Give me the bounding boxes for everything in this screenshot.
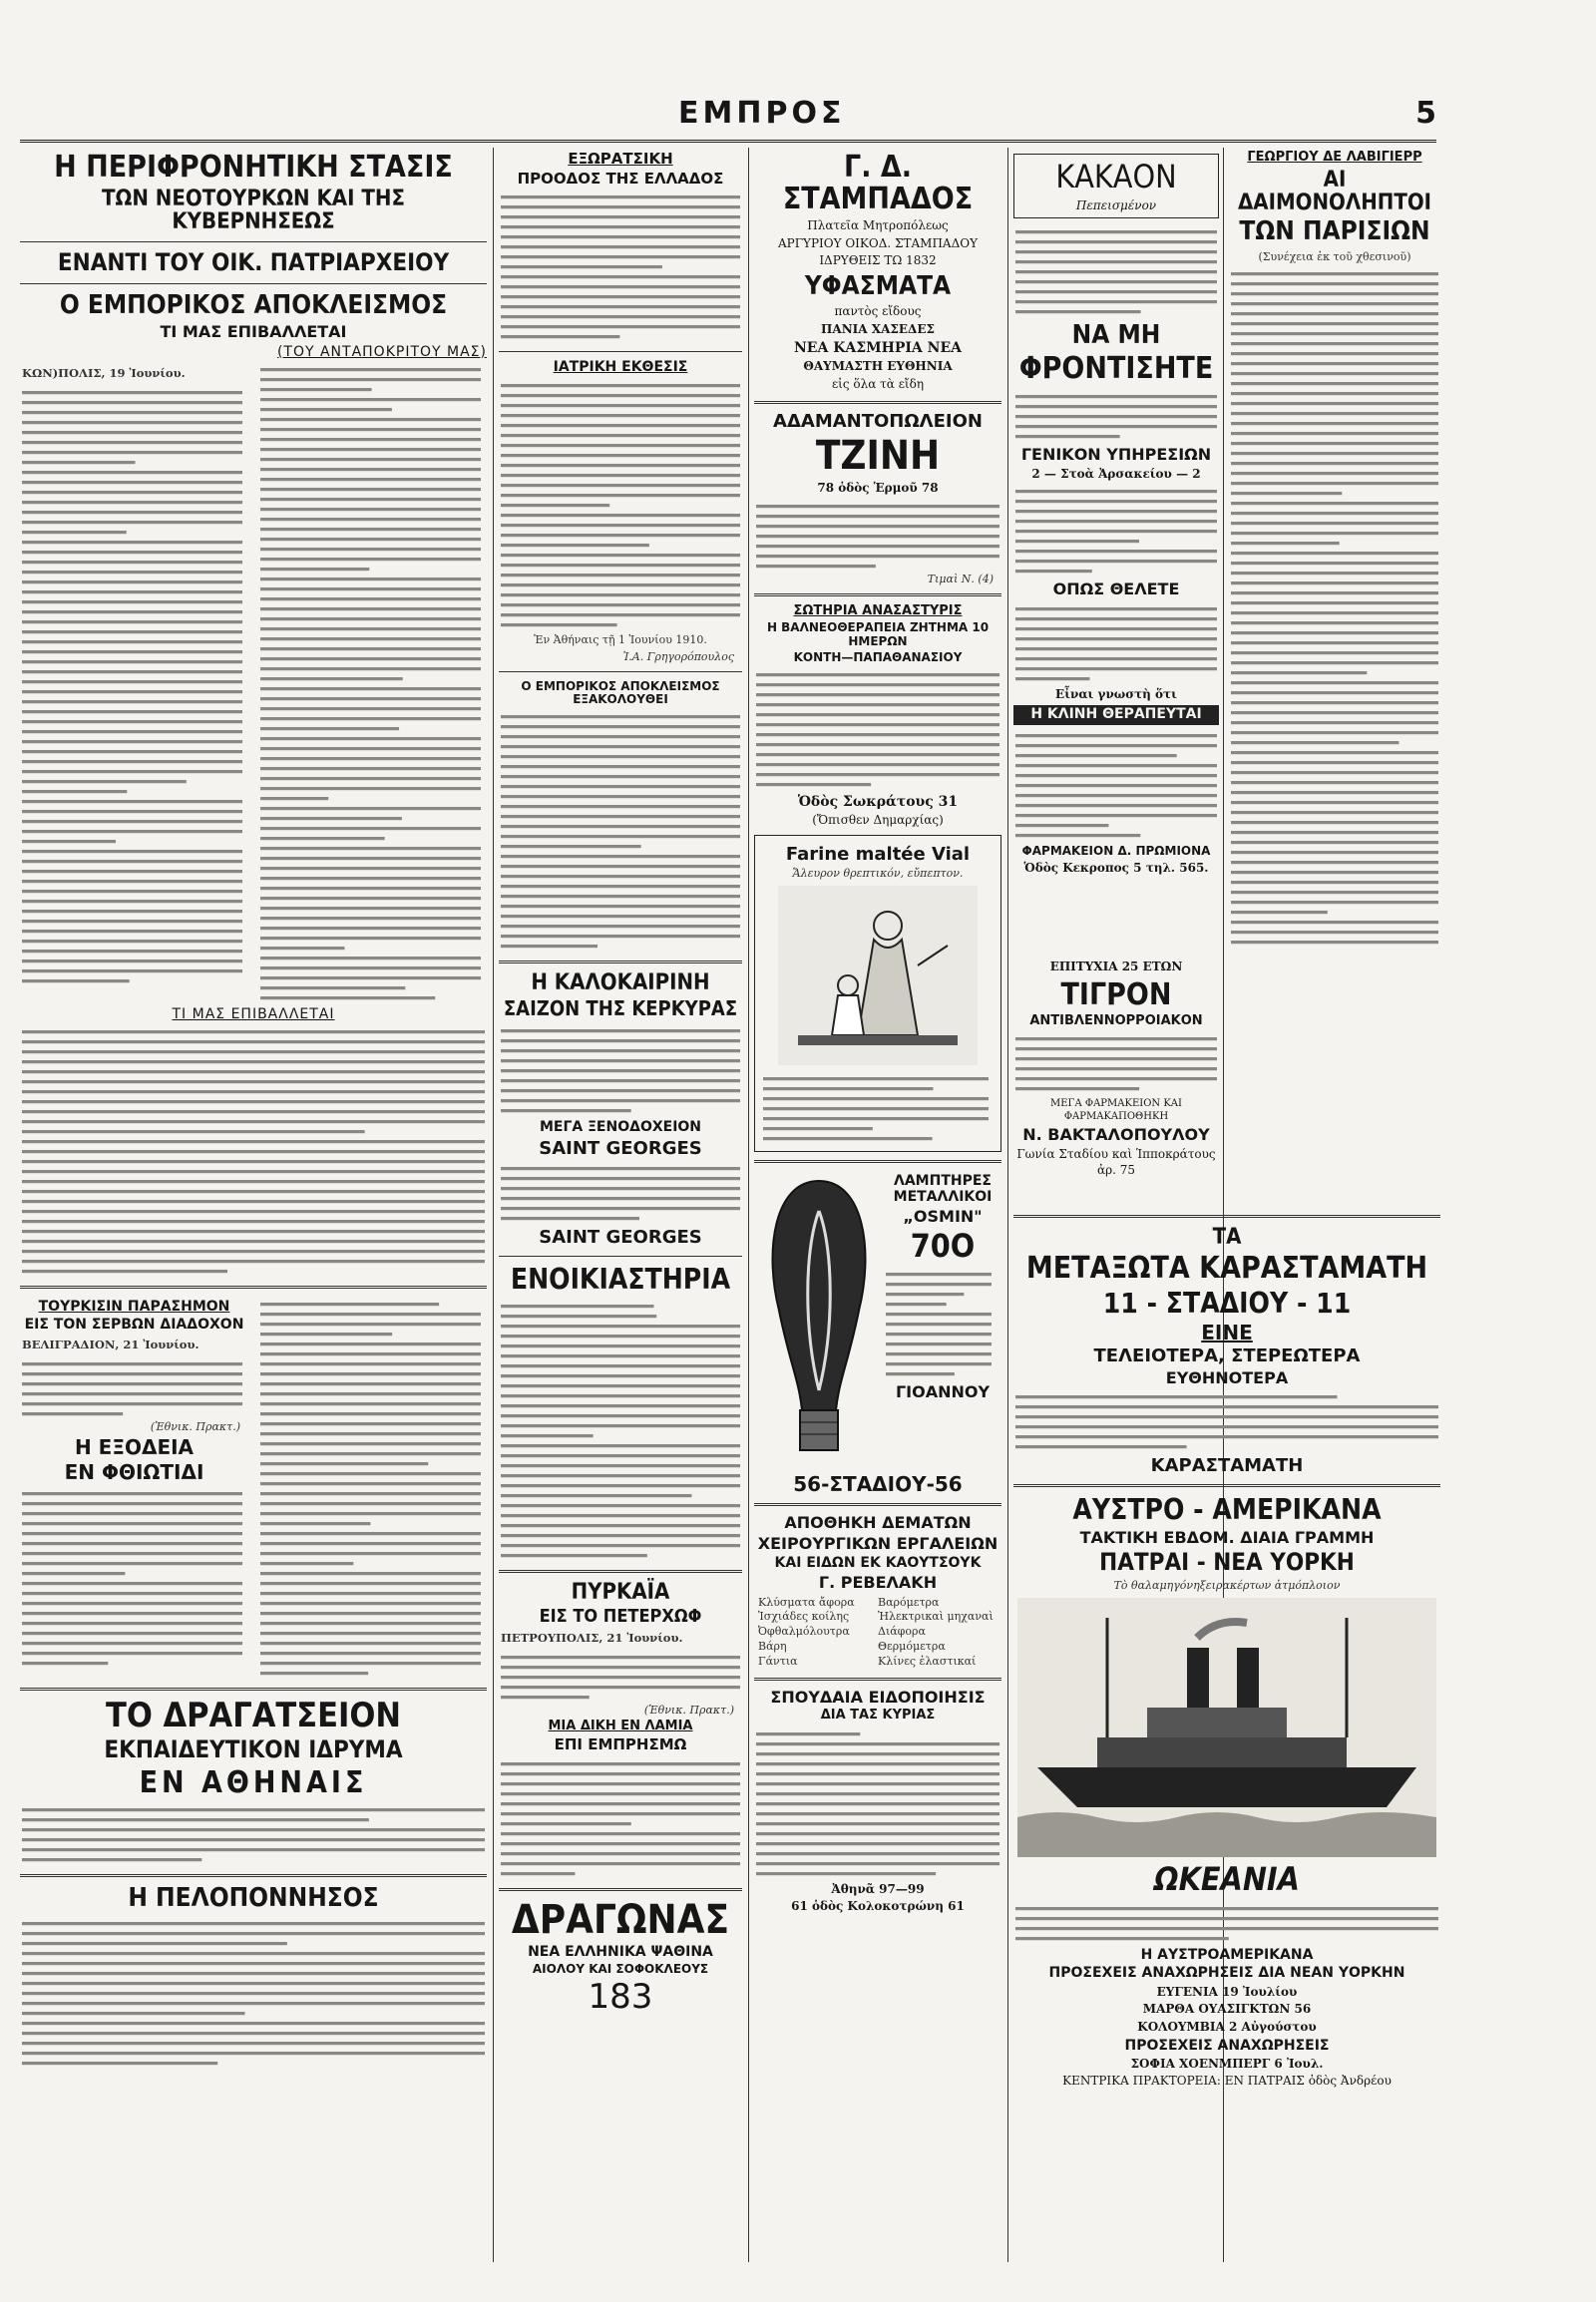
farine-headline: Farine maltée Vial [785,843,971,865]
fire-headline-1: ΠΥΡΚΑΪΑ [571,1579,670,1605]
warehouse-headline-1: ΑΠΟΘΗΚΗ ΔΕΜΑΤΩΝ [784,1513,972,1533]
soteria-headline-1: ΣΩΤΗΡΙΑ ΑΝΑΣΑΣΤΥΡΙΣ [793,603,963,619]
silk-headline-3: 11 - ΣΤΑΔΙΟΥ - 11 [1102,1286,1352,1320]
article-text-block [499,1161,742,1221]
soteria-address: Ὁδὸς Σωκράτους 31 [797,793,959,810]
kakao-sub: Πεπεισμένον [1075,197,1157,212]
exod-headline-1: Η ΕΞΟΔΕΙΑ [74,1435,195,1460]
stampados-line: εἰς ὅλα τὰ εἴδη [831,377,925,392]
diamond-headline: ΑΔΑΜΑΝΤΟΠΩΛΕΙΟΝ [773,410,983,432]
austro-line: ΠΡΟΣΕΧΕΙΣ ΑΝΑΧΩΡΗΣΕΙΣ [1124,2037,1330,2054]
silk-headline-7: ΚΑΡΑΣΤΑΜΑΤΗ [1150,1455,1304,1477]
tigron-headline-2: ΤΙΓΡΟΝ [1060,976,1172,1012]
article-text-block [1013,601,1219,681]
goods-list [758,1596,998,1670]
article-text-block [1013,1389,1440,1449]
therapy-headline-1: Εἶναι γνωστὴ ὅτι [1055,686,1177,701]
medical-signature: Ἰ.Α. Γρηγορόπουλος [622,649,734,663]
notice-address: Ἀθηνᾶ 97—99 [831,1881,925,1896]
medical-headline: ΙΑΤΡΙΚΗ ΕΚΘΕΣΙΣ [553,359,688,375]
lamp-headline-3: ΓΙΟΑΝΝΟΥ [895,1382,991,1402]
laviguerre-headline: ΓΕΩΡΓΙΟΥ ΔΕ ΛΑΒΙΓΙΕΡΡ [1247,150,1422,165]
lamp-headline-2: „OSMIN" [903,1207,983,1227]
notice-headline-2: ΔΙΑ ΤΑΣ ΚΥΡΙΑΣ [820,1708,936,1724]
possessed-headline-1: ΑΙ ΔΑΙΜΟΝΟΛΗΠΤΟΙ [1237,168,1432,216]
article-text-block [884,1267,994,1376]
stampados-line: ΝΕΑ ΚΑΣΜΗΡΙΑ ΝΕΑ [794,340,962,357]
article-text-block [20,1802,487,1862]
vaktalopoulos-headline-1: ΜΕΓΑ ΦΑΡΜΑΚΕΙΟΝ ΚΑΙ ΦΑΡΜΑΚΑΠΟΘΗΚΗ [1050,1098,1182,1123]
farine-ad [754,835,1001,1153]
services-address: 2 — Στοὰ Ἀρσακείου — 2 [1031,466,1201,481]
column-rule [748,148,749,2262]
warehouse-headline-2: ΧΕΙΡΟΥΡΓΙΚΩΝ ΕΡΓΑΛΕΙΩΝ [757,1534,998,1554]
lamp-address: 56-ΣΤΑΔΙΟΥ-56 [793,1472,963,1497]
goods-item: Ὀφθαλμόλουτρα [758,1625,850,1639]
headline-3: ΕΝΑΝΤΙ ΤΟΥ ΟΙΚ. ΠΑΤΡΙΑΡΧΕΙΟΥ [57,247,450,276]
opos-headline: ΟΠΩΣ ΘΕΛΕΤΕ [1052,579,1180,599]
trial-headline-1: ΜΙΑ ΔΙΚΗ ΕΝ ΛΑΜΙΑ [548,1719,693,1734]
stampados-headline: Γ. Δ. ΣΤΑΜΠΑΔΟΣ [782,150,974,216]
dragonas-sub-1: ΝΕΑ ΕΛΛΗΝΙΚΑ ΨΑΘΙΝΑ [528,1943,713,1960]
trial-headline-2: ΕΠΙ ΕΜΠΡΗΣΜΩ [554,1735,687,1754]
summer-headline-1: Η ΚΑΛΟΚΑΙΡΙΝΗ [531,970,710,996]
article-text-block [20,1916,487,2066]
article-text-block [499,1023,742,1113]
dragonas-headline: ΔΡΑΓΩΝΑΣ [511,1896,730,1943]
article-text-block [754,1726,1001,1876]
kakao-headline: ΚΑΚΑΟΝ [1055,158,1177,195]
stampados-line: ΙΔΡΥΘΕΙΣ ΤΩ 1832 [819,253,937,268]
soteria-address-2: (Ὄπισθεν Δημαρχίας) [812,813,944,828]
dragonas-sub-2: ΑΙΟΛΟΥ ΚΑΙ ΣΟΦΟΚΛΕΟΥΣ [532,1962,709,1977]
column-2 [499,148,742,2262]
goods-item: Κλίνες ἐλαστικαί [878,1655,977,1669]
headline-1: Η ΠΕΡΙΦΡΟΝΗΤΙΚΗ ΣΤΑΣΙΣ [54,150,453,185]
vaktalopoulos-address: Γωνία Σταδίου καὶ Ἱπποκράτους ἀρ. 75 [1016,1146,1216,1177]
dragatseion-headline-2: ΕΚΠΑΙΔΕΥΤΙΚΟΝ ΙΔΡΥΜΑ [104,1735,403,1764]
austro-line: ΠΡΟΣΕΧΕΙΣ ΑΝΑΧΩΡΗΣΕΙΣ ΔΙΑ ΝΕΑΝ ΥΟΡΚΗΝ [1048,1965,1405,1982]
steamship-illustration [1017,1598,1436,1857]
serb-headline-2: ΕΙΣ ΤΟΝ ΣΕΡΒΩΝ ΔΙΑΔΟΧΟΝ [24,1317,244,1334]
tigron-headline-1: ΕΠΙΤΥΧΙΑ 25 ΕΤΩΝ [1049,959,1183,973]
dragatseion-headline-3: ΕΝ ΑΘΗΝΑΙΣ [139,1764,368,1800]
silk-headline-5: ΤΕΛΕΙΟΤΕΡΑ, ΣΤΕΡΕΩΤΕΡΑ [1093,1344,1361,1366]
goods-item: Θερμόμετρα [878,1640,946,1654]
silk-headline-2: ΜΕΤΑΞΩΤΑ ΚΑΡΑΣΤΑΜΑΤΗ [1025,1251,1428,1287]
masthead [20,96,1436,143]
article-text-block [1013,1901,1440,1941]
lamp-bulb-illustration [754,1171,884,1470]
services-headline: ΓΕΝΙΚΟΝ ΥΠΗΡΕΣΙΩΝ [1020,444,1212,464]
tigron-headline-3: ΑΝΤΙΒΛΕΝΝΟΡΡΟΙΑΚΟΝ [1029,1013,1203,1029]
goods-item: Κλύσματα ἄφορα [758,1595,855,1609]
ship-name: ΩΚΕΑΝΙΑ [1154,1860,1300,1899]
tzini-headline: ΤΖΙΝΗ [815,433,941,480]
dragonas-number: 183 [588,1977,653,2018]
article-text-block [499,190,742,339]
article-text-block [1013,728,1219,838]
article-text-block [20,1486,244,1666]
column-4-lower [1013,958,1219,1197]
medical-date: Ἐν Ἀθήναις τῇ 1 Ἰουνίου 1910. [534,633,707,647]
austro-line: ΕΥΓΕΝΙΑ 19 Ἰουλίου [1156,1984,1298,1999]
peloponnisos-headline: Η ΠΕΛΟΠΟΝΝΗΣΟΣ [128,1883,379,1914]
fire-dateline: ΠΕΤΡΟΥΠΟΛΙΣ, 21 Ἰουνίου. [501,1630,683,1645]
possessed-continued: (Συνέχεια ἐκ τοῦ χθεσινοῦ) [1258,249,1411,263]
lamp-price: 70Ο [910,1226,976,1265]
farine-sub: Ἄλευρον θρεπτικόν, εὔπεπτον. [792,867,964,881]
therapy-headline-2: Η ΚΛΙΝΗ ΘΕΡΑΠΕΥΤΑΙ [1013,705,1219,724]
goods-item: Ἠλεκτρικαὶ μηχαναὶ [878,1610,994,1624]
stampados-headline-2: ΥΦΑΣΜΑΤΑ [804,270,952,301]
article-text-block [20,385,244,983]
column-5 [1229,148,1440,946]
article-text-block [1013,484,1219,574]
namh-headline-2: ΦΡΟΝΤΙΣΗΤΕ [1018,351,1214,387]
soteria-headline-2: Η ΒΑΛΝΕΟΘΕΡΑΠΕΙΑ ΖΗΤΗΜΑ 10 ΗΜΕΡΩΝ [766,620,990,648]
pharmacy-address: Ὁδὸς Κεκροπος 5 τηλ. 565. [1023,860,1209,875]
embargo-headline: Ο ΕΜΠΟΡΙΚΟΣ ΑΠΟΚΛΕΙΣΜΟΣ ΕΞΑΚΟΛΟΥΘΕΙ [521,678,720,706]
progress-headline-2: ΠΡΟΟΔΟΣ ΤΗΣ ΕΛΛΑΔΟΣ [517,169,724,188]
stampados-line: Πλατεῖα Μητροπόλεως [807,218,949,232]
austro-line: ΣΟΦΙΑ ΧΟΕΝΜΠΕΡΓ 6 Ἰουλ. [1130,2056,1324,2071]
austro-line: ΚΟΛΟΥΜΒΙΑ 2 Αὐγούστου [1137,2019,1317,2034]
column-rule [1007,148,1008,2262]
column-1 [20,148,487,2262]
warehouse-headline-4: Γ. ΡΕΒΕΛΑΚΗ [818,1573,938,1593]
article-body [20,362,487,1004]
article-text-block [754,667,1001,787]
summer-headline-2: ΣΑΙΖΟΝ ΤΗΣ ΚΕΡΚΥΡΑΣ [503,996,738,1021]
kakao-ad [1013,154,1219,218]
progress-headline-1: ΕΞΩΡΑΤΣΙΚΗ [568,150,673,168]
stampados-line: ΑΡΓΥΡΙΟΥ ΟΙΚΟΔ. ΣΤΑΜΠΑΔΟΥ [777,235,979,250]
austro-headline-3: ΠΑΤΡΑΙ - ΝΕΑ ΥΟΡΚΗ [1099,1548,1355,1577]
article-text-block [1013,389,1219,439]
article-text-block [258,362,483,1000]
stampados-line: ΠΑΝΙΑ ΧΑΣΕΔΕΣ [821,321,935,336]
austro-line: Η ΑΥΣΤΡΟΑΜΕΡΙΚΑΝΑ [1140,1946,1314,1963]
article-text-block [499,709,742,949]
silk-headline-4: ΕΙΝΕ [1201,1320,1253,1344]
article-text-block [499,1650,742,1700]
austro-headline-1: ΑΥΣΤΡΟ - ΑΜΕΡΙΚΑΝΑ [1072,1493,1382,1527]
headline-4: Ο ΕΜΠΟΡΙΚΟΣ ΑΠΟΚΛΕΙΣΜΟΣ [59,289,448,320]
goods-item: Βαρόμετρα [878,1595,940,1609]
article-text-block [1013,224,1219,314]
serb-source: (Ἐθνικ. Πρακτ.) [150,1420,240,1434]
dragatseion-headline-1: ΤΟ ΔΡΑΓΑΤΣΕΙΟΝ [105,1695,402,1735]
article-text-block [20,1356,244,1416]
austro-line: ΜΑΡΘΑ ΟΥΑΣΙΓΚΤΩΝ 56 [1142,2002,1312,2017]
fire-source: (Ἐθνικ. Πρακτ.) [643,1704,734,1718]
page-number: 5 [1415,96,1436,131]
hotel-headline-3: SAINT GEORGES [539,1227,702,1249]
dateline: ΚΩΝ)ΠΟΛΙΣ, 19 Ἰουνίου. [22,365,186,380]
column-3 [754,148,1001,2262]
serb-dateline: ΒΕΛΙΓΡΑΔΙΟΝ, 21 Ἰουνίου. [22,1337,200,1351]
warehouse-address: 61 ὁδὸς Κολοκοτρώνη 61 [791,1899,965,1914]
possessed-headline-2: ΤΩΝ ΠΑΡΙΣΙΩΝ [1239,216,1430,247]
stampados-line: παντὸς εἴδους [834,304,922,319]
mother-child-illustration [778,886,978,1065]
headline-2: ΤΩΝ ΝΕΟΤΟΥΡΚΩΝ ΚΑΙ ΤΗΣ ΚΥΒΕΡΝΗΣΕΩΣ [102,186,405,234]
pharmacy-headline: ΦΑΡΜΑΚΕΙΟΝ Δ. ΠΡΩΜΙΟΝΑ [1021,843,1211,858]
article-text-block [258,1297,483,1676]
subhead: ΤΙ ΜΑΣ ΕΠΙΒΑΛΛΕΤΑΙ [172,1005,335,1022]
paper-name: ΕΜΠΡΟΣ [678,96,846,131]
notice-headline-1: ΣΠΟΥΔΑΙΑ ΕΙΔΟΠΟΙΗΣΙΣ [770,1687,986,1707]
article-text-block [761,1071,991,1141]
stampados-line: ΘΑΥΜΑΣΤΗ ΕΥΘΗΝΙΑ [803,359,953,374]
austro-sub: Τὸ θαλαμηγόνηξειρακέρτων ἀτμόπλοιον [1113,1579,1341,1593]
exod-headline-2: ΕΝ ΦΘΙΩΤΙΔΙ [64,1460,204,1485]
column-rule [493,148,494,2262]
lamp-headline-1: ΛΑΜΠΤΗΡΕΣ ΜΕΤΑΛΛΙΚΟΙ [893,1173,993,1205]
goods-item: Βάρη [758,1640,787,1654]
rentals-headline: ΕΝΟΙΚΙΑΣΤΗΡΙΑ [510,1263,731,1297]
goods-item: Ἰσχιάδες κοίλης [758,1610,850,1624]
tzini-address: 78 ὁδὸς Ἑρμοῦ 78 [817,481,939,496]
headline-5: ΤΙ ΜΑΣ ΕΠΙΒΑΛΛΕΤΑΙ [160,322,347,342]
correspondent-line: (ΤΟΥ ΑΝΤΑΠΟΚΡΙΤΟΥ ΜΑΣ) [276,343,487,360]
hotel-headline-2: SAINT GEORGES [539,1137,702,1159]
silk-headline-6: ΕΥΘΗΝΟΤΕΡΑ [1165,1367,1289,1387]
article-text-block [499,1299,742,1558]
austro-line: ΚΕΝΤΡΙΚΑ ΠΡΑΚΤΟΡΕΙΑ: ΕΝ ΠΑΤΡΑΙΣ ὁδὸς Ἀνδρέου [1062,2074,1392,2089]
bottom-right-ads [1013,1207,1440,2264]
article-text-block [499,1756,742,1876]
lamp-ad [754,1171,1001,1470]
article-text-block [499,378,742,627]
goods-item: Γάντια [758,1655,798,1669]
fire-headline-2: ΕΙΣ ΤΟ ΠΕΤΕΡΧΩΦ [539,1605,702,1627]
article-text-block [1229,266,1440,946]
soteria-headline-3: ΚΟΝΤΗ—ΠΑΠΑΘΑΝΑΣΙΟΥ [793,649,963,664]
column-4 [1013,148,1219,946]
warehouse-headline-3: ΚΑΙ ΕΙΔΩΝ ΕΚ ΚΑΟΥΤΣΟΥΚ [774,1554,982,1571]
namh-headline-1: ΝΑ ΜΗ [1071,320,1161,351]
goods-item: Διάφορα [878,1625,926,1639]
article-text-block [1013,1031,1219,1091]
tzini-footer: Τιμαὶ Ν. (4) [927,573,994,586]
austro-headline-2: ΤΑΚΤΙΚΗ ΕΒΔΟΜ. ΔΙΑΙΑ ΓΡΑΜΜΗ [1079,1527,1375,1547]
hotel-headline-1: ΜΕΓΑ ΞΕΝΟΔΟΧΕΙΟΝ [539,1119,702,1136]
serb-headline-1: ΤΟΥΡΚΙΣΙΝ ΠΑΡΑΣΗΜΟΝ [38,1298,230,1315]
article-text-block [754,499,1001,569]
silk-headline-1: ΤΑ [1212,1225,1242,1250]
vaktalopoulos-headline-2: Ν. ΒΑΚΤΑΛΟΠΟΥΛΟΥ [1022,1125,1210,1145]
article-text-block [20,1024,487,1274]
